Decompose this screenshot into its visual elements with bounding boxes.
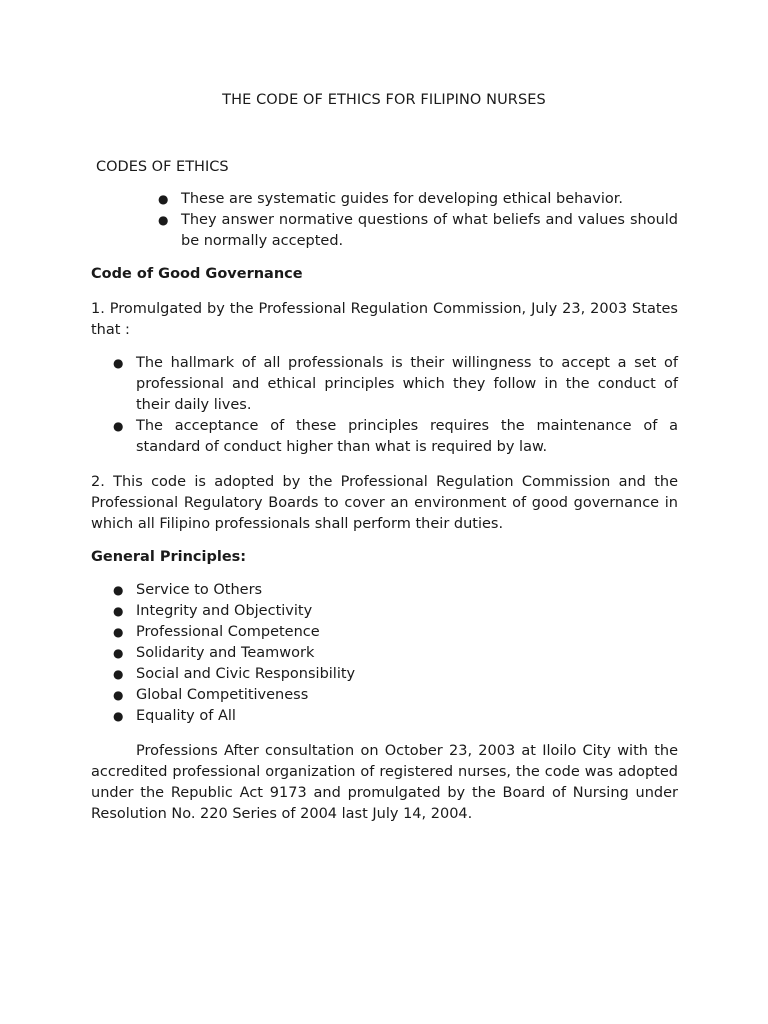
codes-of-ethics-heading: CODES OF ETHICS [96,159,229,175]
bullet-icon: ● [113,356,124,370]
list-item: ● The acceptance of these principles requires the maintenance of a standard of conduct higher than what is required by law. [113,418,678,455]
list-item: ● Integrity and Objectivity [136,601,678,622]
governance-paragraph-1: 1. Promulgated by the Professional Regulation Commission, July 23, 2003 States that : [91,301,678,338]
list-item: ● They answer normative questions of what beliefs and values should be normally accepted. [158,212,678,249]
document-title: THE CODE OF ETHICS FOR FILIPINO NURSES [222,92,546,108]
governance-list [113,353,678,458]
bullet-icon: ● [113,583,124,597]
general-principles-heading: General Principles: [91,549,247,565]
bullet-icon: ● [113,604,124,618]
adoption-paragraph: Professions After consultation on October 23, 2003 at Iloilo City with the accredited professional organization of registered nurses, the code was adopted under the Republic Act 9173 and promulgated by the Board of Nursing under Resolution No. 220 Series of 2004 last July 14, 2004. [91,743,678,822]
bullet-icon: ● [113,688,124,702]
bullet-icon: ● [158,192,169,206]
bullet-icon: ● [113,709,124,723]
list-item: ● These are systematic guides for developing ethical behavior. [181,189,678,210]
list-item: ● Service to Others [136,580,678,601]
list-item: ● Global Competitiveness [136,685,678,706]
list-item: ● Equality of All [136,706,678,727]
bullet-icon: ● [158,213,169,227]
bullet-icon: ● [113,625,124,639]
governance-paragraph-2: 2. This code is adopted by the Professional Regulation Commission and the Professional Regulatory Boards to cover an environment of good governance in which all Filipino professionals shall perform their duties. [91,474,678,532]
codes-of-ethics-list [158,189,678,252]
list-item: ● Professional Competence [136,622,678,643]
list-item: ● Social and Civic Responsibility [136,664,678,685]
general-principles-list [113,580,678,727]
bullet-icon: ● [113,646,124,660]
good-governance-heading: Code of Good Governance [91,266,303,282]
bullet-icon: ● [113,667,124,681]
list-item: ● Solidarity and Teamwork [136,643,678,664]
bullet-icon: ● [113,419,124,433]
list-item: ● The hallmark of all professionals is their willingness to accept a set of professional and ethical principles which they follow in the conduct of their daily lives. [113,355,678,413]
